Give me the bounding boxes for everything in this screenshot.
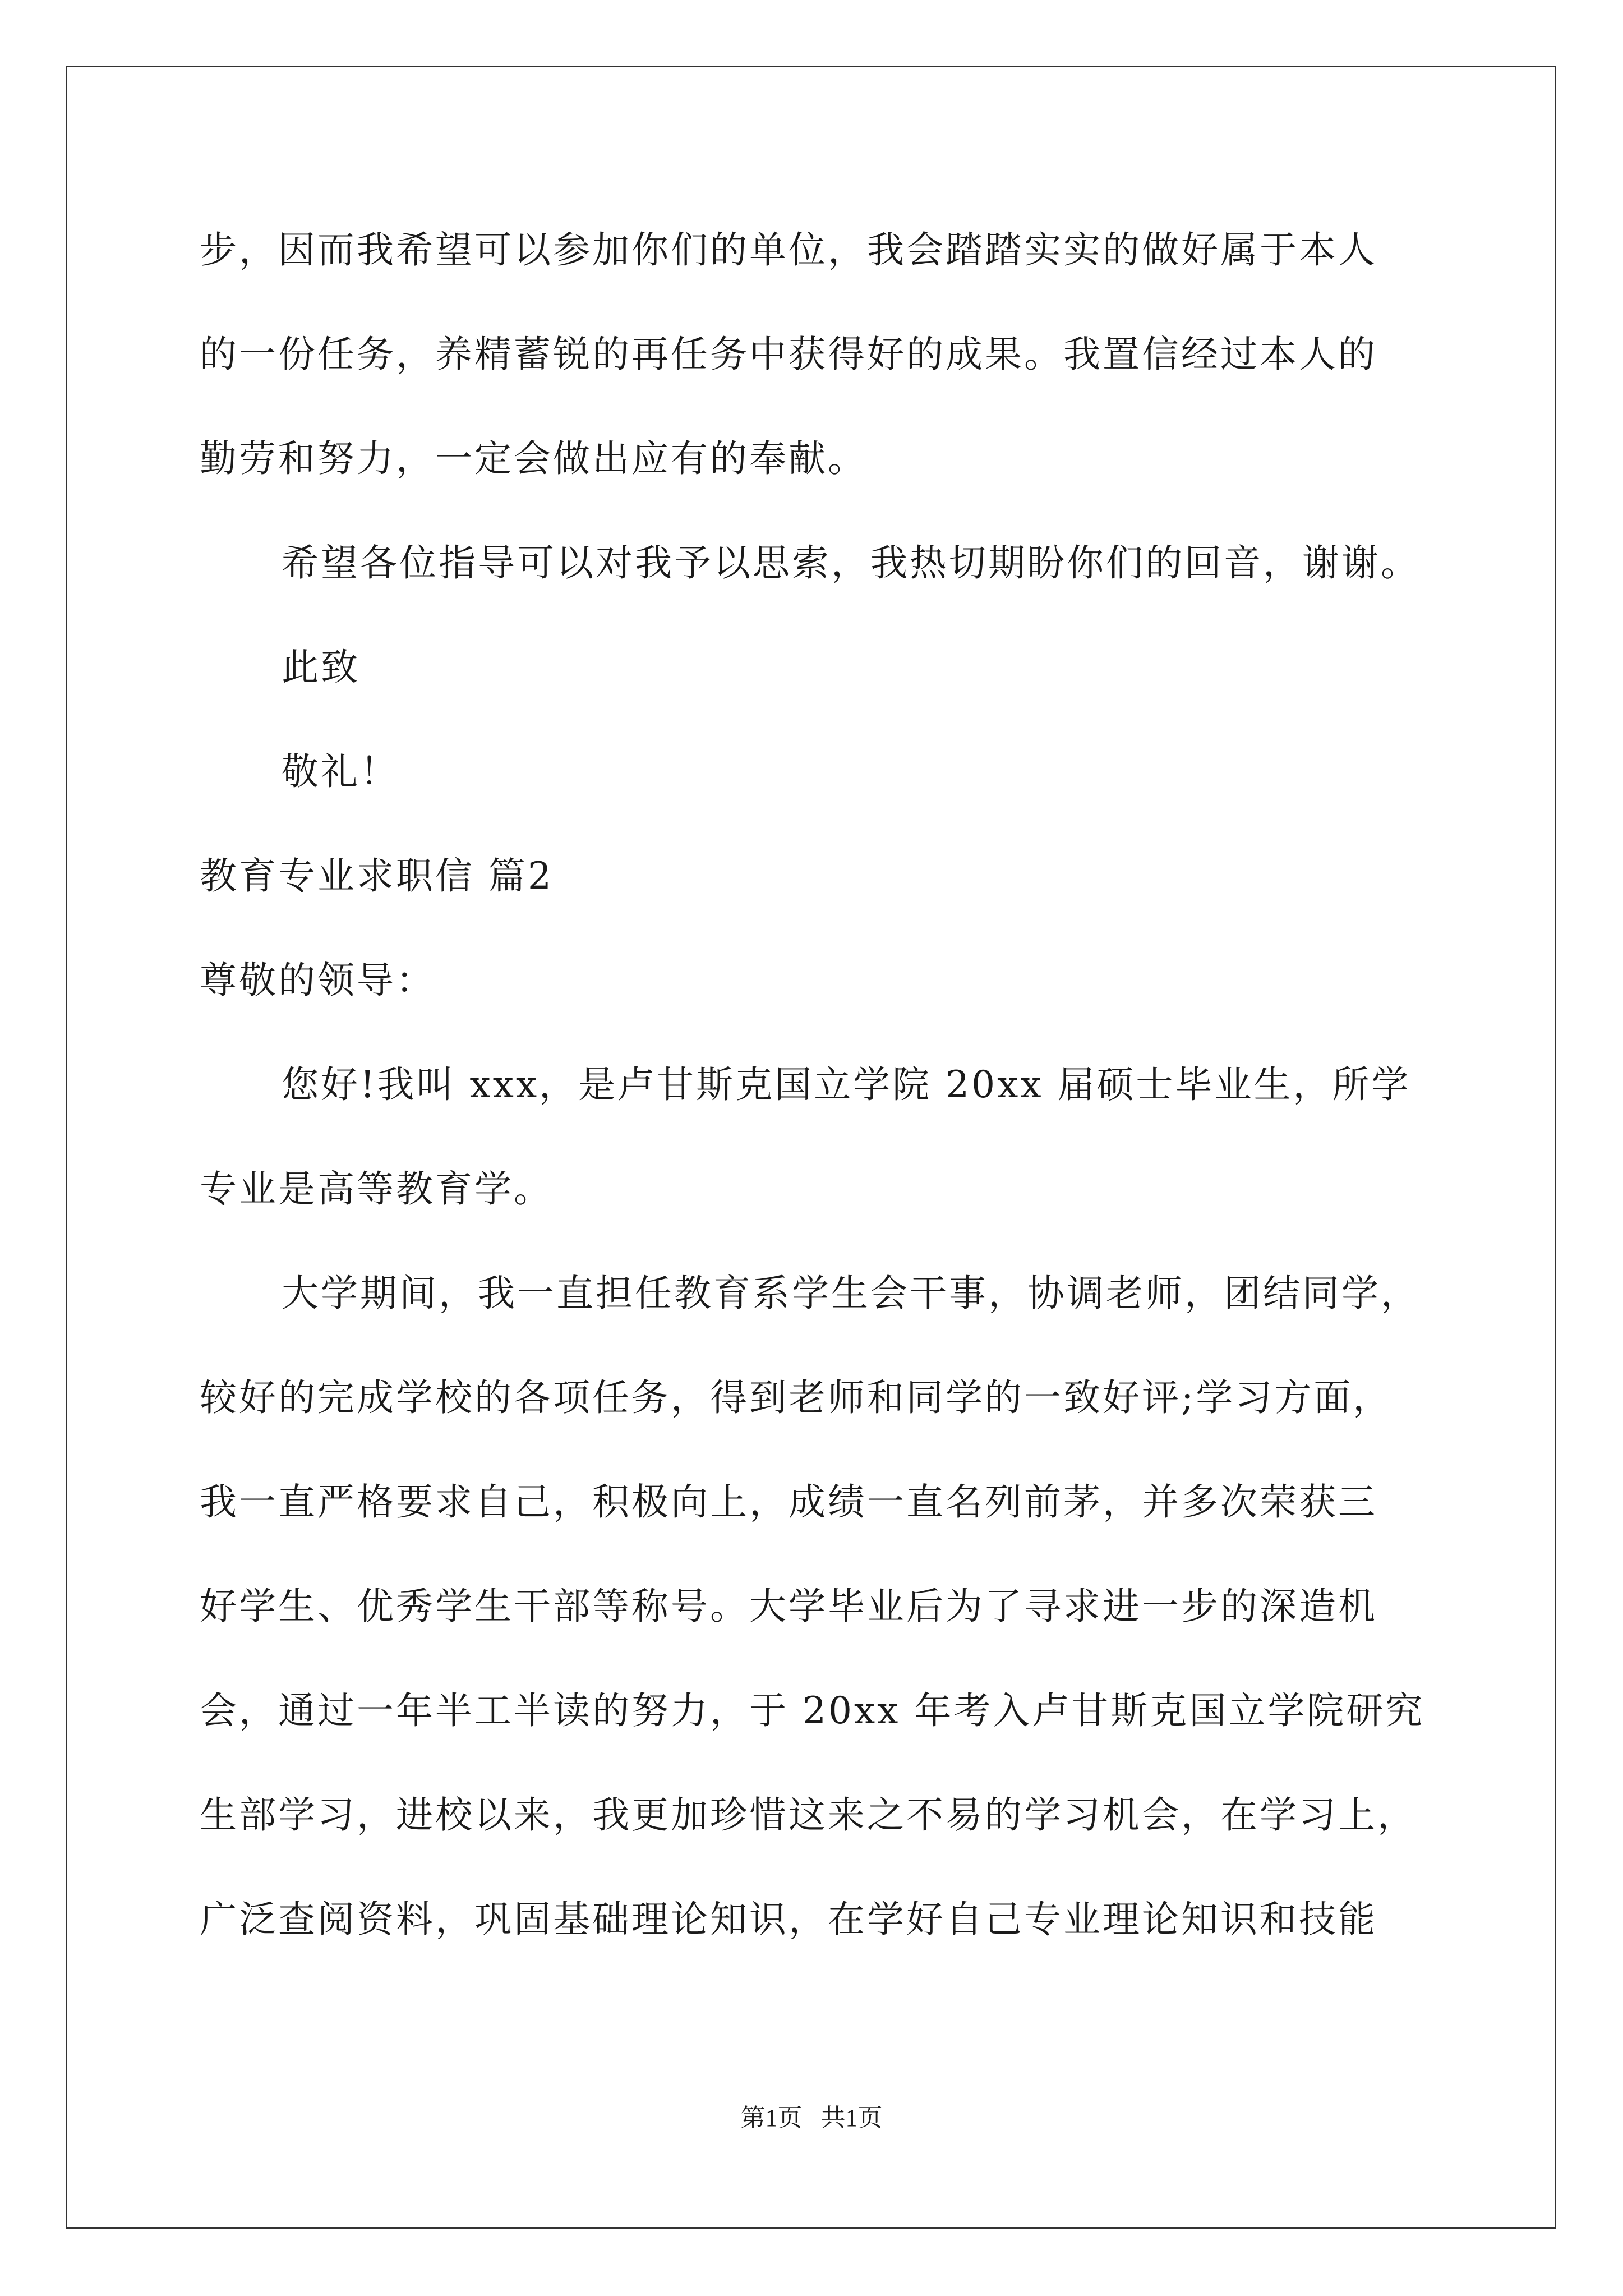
text-line: 好学生、优秀学生干部等称号。大学毕业后为了寻求进一步的深造机 <box>200 1585 1377 1628</box>
text-line: 大学期间，我一直担任教育系学生会干事，协调老师，团结同学， <box>282 1272 1420 1315</box>
text-line: 广泛查阅资料，巩固基础理论知识，在学好自己专业理论知识和技能 <box>200 1898 1377 1941</box>
page-footer: 第1页 共1页 <box>740 2104 883 2132</box>
section-heading: 教育专业求职信 篇2 <box>200 854 554 898</box>
text-line: 您好!我叫 xxx，是卢甘斯克国立学院 20xx 届硕士毕业生，所学 <box>282 1063 1411 1106</box>
text-line: 会，通过一年半工半读的努力，于 20xx 年考入卢甘斯克国立学院研究 <box>200 1689 1425 1732</box>
text-line: 希望各位指导可以对我予以思索，我热切期盼你们的回音，谢谢。 <box>282 541 1420 585</box>
text-line: 的一份任务，养精蓄锐的再任务中获得好的成果。我置信经过本人的 <box>200 333 1377 376</box>
text-line: 生部学习，进校以来，我更加珍惜这来之不易的学习机会，在学习上， <box>200 1793 1417 1837</box>
text-line: 此致 <box>282 646 360 689</box>
text-line: 勤劳和努力，一定会做出应有的奉献。 <box>200 437 867 480</box>
text-line: 步，因而我希望可以参加你们的单位，我会踏踏实实的做好属于本人 <box>200 228 1377 272</box>
text-line: 专业是高等教育学。 <box>200 1167 553 1211</box>
text-line: 敬礼！ <box>282 750 399 793</box>
salutation: 尊敬的领导： <box>200 959 435 1002</box>
text-line: 我一直严格要求自己，积极向上，成绩一直名列前茅，并多次荣获三 <box>200 1480 1377 1524</box>
text-line: 较好的完成学校的各项任务，得到老师和同学的一致好评;学习方面， <box>200 1376 1393 1419</box>
